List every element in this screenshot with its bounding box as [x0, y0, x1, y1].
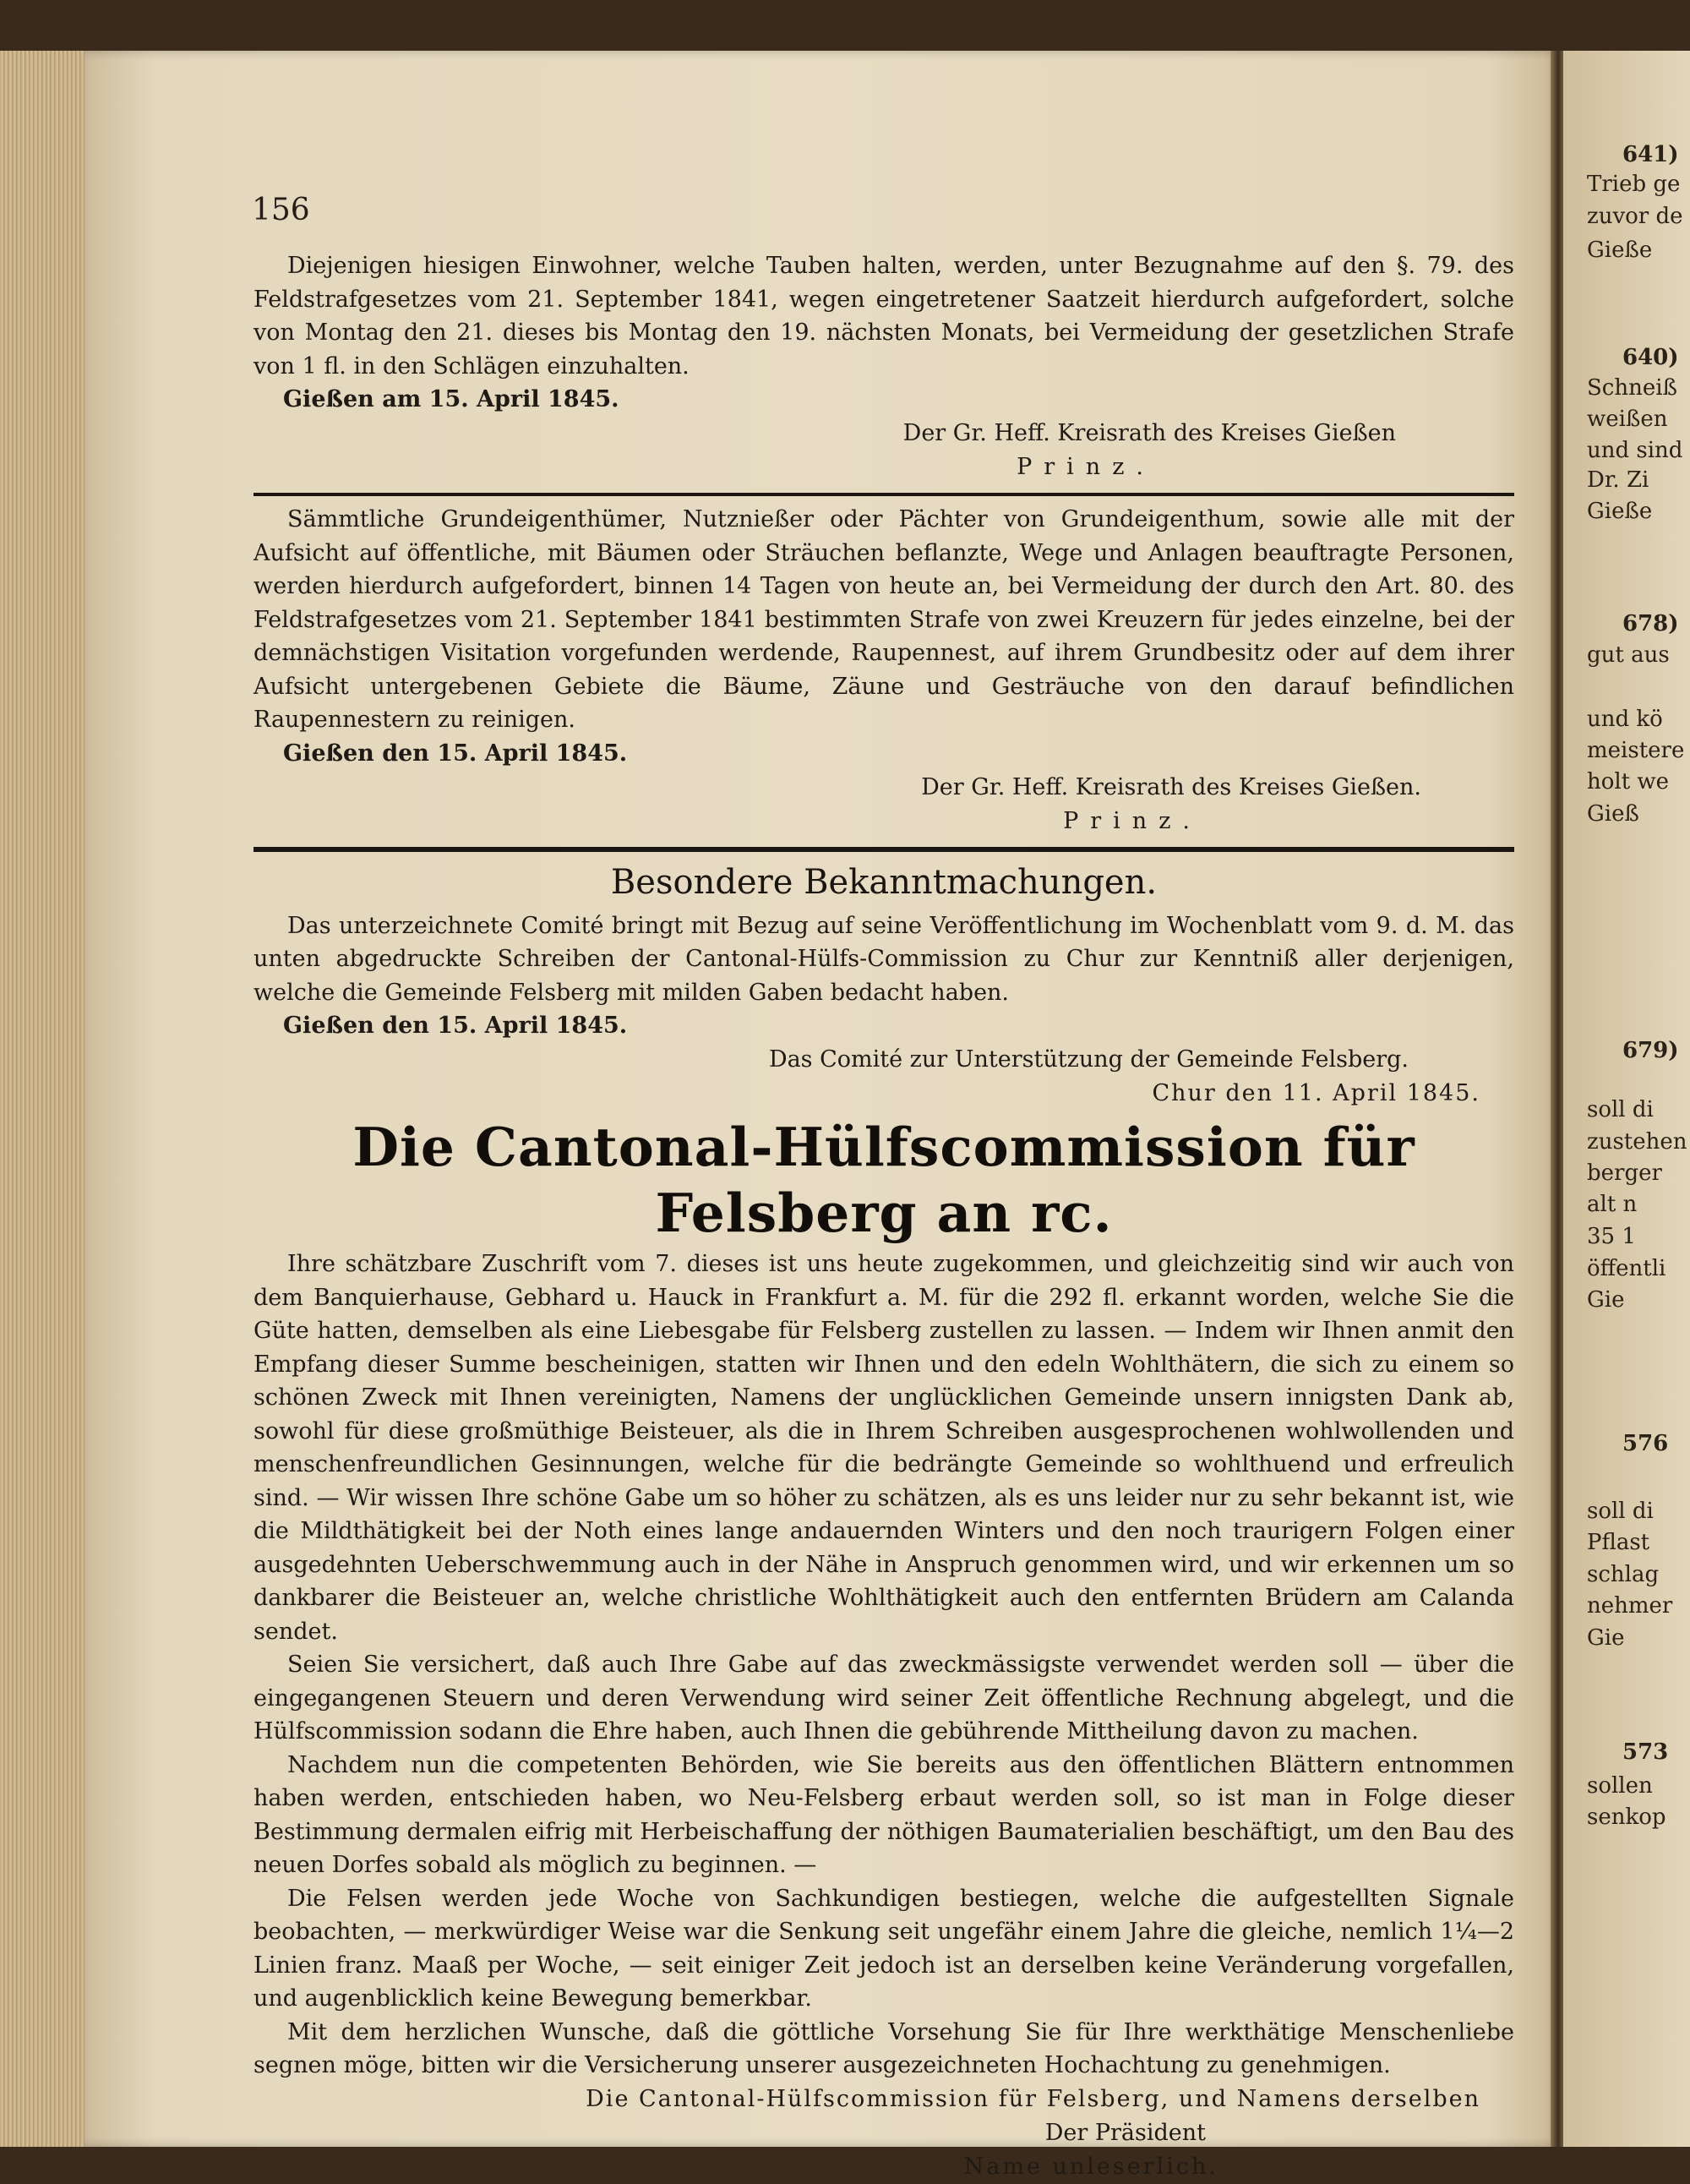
right-page-fragment: und sind — [1587, 438, 1683, 463]
right-page-fragment: und kö — [1587, 707, 1663, 732]
right-page-fragment: Gie — [1587, 1287, 1625, 1313]
letter-heading: Die Cantonal-Hülfscommission für Felsberg an rc. — [352, 1116, 1415, 1244]
right-page-fragment: weißen — [1587, 407, 1668, 432]
right-page-fragment: soll di — [1587, 1499, 1654, 1524]
right-page-fragment: berger — [1587, 1160, 1662, 1186]
right-page-fragment: 573 — [1622, 1739, 1669, 1765]
page-content — [254, 190, 1514, 2184]
right-page-fragment: meistere — [1587, 738, 1685, 763]
letter-closing: Die Cantonal-Hülfscommission für Felsberg, und Namens derselben — [586, 2085, 1480, 2112]
book-page-edges — [0, 51, 95, 2147]
right-page-fragment: schlag — [1587, 1562, 1660, 1587]
right-page-fragment: Trieb ge — [1587, 172, 1681, 197]
right-page-fragment: 35 1 — [1587, 1224, 1636, 1249]
right-page-fragment: zuvor de — [1587, 204, 1683, 229]
letter-paragraph: Ihre schätzbare Zuschrift vom 7. dieses ist uns heute zugekommen, und gleichzeitig sind wir auch von dem Banquierhause, Gebhard u. Hauck in Frankfurt a. M. für die 292 fl. erkannt worden, welche Sie die Güte hatten, demselben als eine Liebesgabe für Felsberg zustellen zu lassen. — Indem wir Ihnen anmit den Empfang dieser Summe bescheinigen, statten wir Ihnen und den edeln Wohlthätern, die sich zu einem so schönen Zweck mit Ihnen vereinigten, Namens der unglücklichen Gemeinde unsern innigsten Dank ab, sowohl für diese großmüthige Beisteuer, als die in Ihrem Schreiben ausgesprochenen wohlwollenden und menschenfreundlichen Gesinnungen, welche für die bedrängte Gemeinde so wohlthuend und erfreulich sind. — Wir wissen Ihre schöne Gabe um so höher zu schätzen, als es uns leider nur zu sehr bekannt ist, wie die Mildthätigkeit bei der Noth eines lange andauernden Winters und den noch traurigern Folgen einer ausgedehnten Ueberschwemmung auch in der Nähe in Anspruch genommen wird, und wir erkennen um so dankbarer die Beisteuer an, welche christliche Wohlthätigkeit auch den entfernten Brüdern am Calanda sendet. — [254, 1251, 1514, 1645]
right-page-fragment: soll di — [1587, 1097, 1654, 1122]
page-number: 156 — [252, 193, 310, 227]
right-page-fragment: Gieße — [1587, 499, 1653, 524]
right-page-fragment: Gieß — [1587, 801, 1639, 827]
notice-pigeons-signature: Der Gr. Heff. Kreisrath des Kreises Gießen — [902, 420, 1396, 446]
right-page-fragment: Pflast — [1587, 1530, 1650, 1555]
notice-caterpillars-name: Prinz. — [1063, 807, 1202, 834]
notice-pigeons-place-date: Gießen am 15. April 1845. — [283, 386, 619, 412]
right-page-fragment: öffentli — [1587, 1256, 1666, 1281]
letter-paragraph: Nachdem nun die competenten Behörden, wie Sie bereits aus den öffentlichen Blättern entnommen haben werden, entschieden haben, wo Neu-Felsberg erbaut werden soll, so ist man in Folge dieser Bestimmung dermalen eifrig mit Herbeischaffung der nöthigen Baumaterialien beschäftigt, um den Bau des neuen Dorfes sobald als möglich zu beginnen. — — [254, 1751, 1514, 1878]
notice-committee-signature: Das Comité zur Unterstützung der Gemeinde Felsberg. — [768, 1046, 1409, 1073]
notice-pigeons-name: Prinz. — [1017, 454, 1155, 480]
right-page-fragment: Gieße — [1587, 238, 1653, 263]
right-page-fragment: sollen — [1587, 1773, 1653, 1799]
right-page-fragment: zustehen — [1587, 1129, 1687, 1155]
right-page-fragment: 641) — [1622, 142, 1679, 167]
right-page-fragment: Schneiß — [1587, 375, 1677, 401]
letter-closing-title: Der Präsident — [1044, 2119, 1206, 2146]
letter-place-date: Chur den 11. April 1845. — [1152, 1080, 1480, 1106]
notice-caterpillars-text: Sämmtliche Grundeigenthümer, Nutznießer oder Pächter von Grundeigenthum, sowie alle mit der Aufsicht auf öffentliche, mit Bäumen oder Sträuchen beflanzte, Wege und Anlagen beauftragte Personen, werden hierdurch aufgefordert, binnen 14 Tagen von heute an, bei Vermeidung der durch den Art. 80. des Feldstrafgesetzes vom 21. September 1841 bestimmten Strafe von zwei Kreuzern für jedes einzelne, bei der demnächstigen Visitation vorgefunden werdende, Raupennest, auf ihrem Grundbesitz oder auf dem ihrer Aufsicht untergebenen Gebiete die Bäume, Zäune und Gesträuche von den darauf befindlichen Raupennestern zu reinigen. — [254, 506, 1514, 733]
section-heading: Besondere Bekanntmachungen. — [610, 862, 1158, 902]
right-page-fragment: 640) — [1622, 345, 1679, 370]
right-page-fragment: gut aus — [1587, 642, 1670, 668]
letter-closing-name: Name unleserlich. — [963, 2153, 1218, 2180]
letter-paragraph: Seien Sie versichert, daß auch Ihre Gabe auf das zweckmässigste verwendet werden soll — über die eingegangenen Steuern und deren Verwendung wird seiner Zeit öffentliche Rechnung abgelegt, und die Hülfscommission sodann die Ehre haben, auch Ihnen die gebührende Mittheilung davon zu machen. — [254, 1652, 1514, 1744]
notice-pigeons-text: Diejenigen hiesigen Einwohner, welche Tauben halten, werden, unter Bezugnahme auf den §. 79. des Feldstrafgesetzes vom 21. September 1841, wegen eingetretener Saatzeit hierdurch aufgefordert, solche von Montag den 21. dieses bis Montag den 19. nächsten Monats, bei Vermeidung der gesetzlichen Strafe von 1 fl. in den Schlägen einzuhalten. — [254, 253, 1514, 379]
right-page-fragment: 576 — [1622, 1431, 1669, 1456]
right-page-fragment: alt n — [1587, 1192, 1638, 1217]
letter-paragraph: Die Felsen werden jede Woche von Sachkundigen bestiegen, welche die aufgestellten Signale beobachten, — merkwürdiger Weise war die Senkung seit ungefähr einem Jahre die gleiche, nemlich 1¼—2 Linien franz. Maaß per Woche, — seit einiger Zeit jedoch ist an derselben keine Veränderung vorgefallen, und augenblicklich keine Bewegung bemerkbar. — [254, 1885, 1514, 2012]
right-page-fragment: 678) — [1622, 611, 1679, 636]
right-page-fragment: 679) — [1622, 1038, 1679, 1063]
notice-caterpillars-signature: Der Gr. Heff. Kreisrath des Kreises Gießen. — [921, 773, 1421, 800]
notice-committee-text: Das unterzeichnete Comité bringt mit Bezug auf seine Veröffentlichung im Wochenblatt vom 9. d. M. das unten abgedruckte Schreiben der Cantonal-Hülfs-Commission zu Chur zur Kenntniß aller derjenigen, welche die Gemeinde Felsberg mit milden Gaben bedacht haben. — [254, 912, 1514, 1006]
letter-paragraph: Mit dem herzlichen Wunsche, daß die göttliche Vorsehung Sie für Ihre werkthätige Menschenliebe segnen möge, bitten wir die Versicherung unserer ausgezeichneten Hochachtung zu genehmigen. — [254, 2018, 1514, 2078]
divider-2 — [254, 847, 1514, 852]
notice-committee-place-date: Gießen den 15. April 1845. — [283, 1013, 628, 1039]
right-page-strip — [1563, 51, 1690, 2147]
right-page-fragment: holt we — [1587, 769, 1670, 794]
right-page-fragment: nehmer — [1587, 1593, 1673, 1619]
right-page-fragment: senkop — [1587, 1805, 1666, 1830]
right-page-fragment: Dr. Zi — [1587, 467, 1649, 493]
divider-1 — [254, 493, 1514, 496]
notice-caterpillars-place-date: Gießen den 15. April 1845. — [283, 740, 628, 767]
right-page-fragment: Gie — [1587, 1625, 1625, 1651]
